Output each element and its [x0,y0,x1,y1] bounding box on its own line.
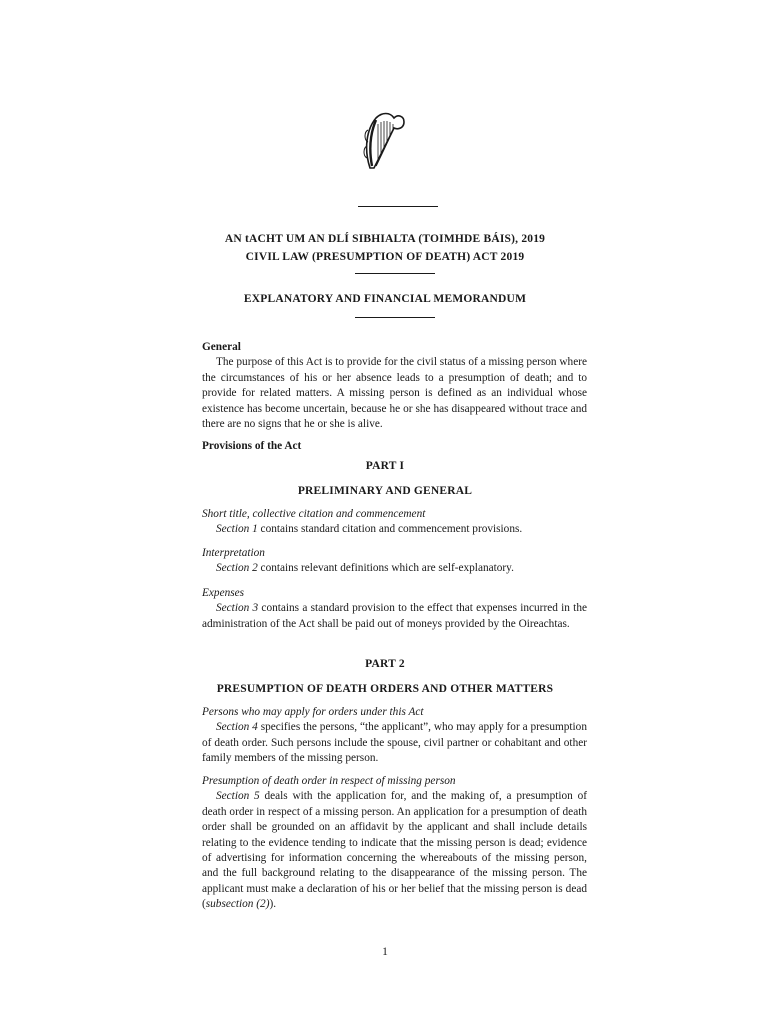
part1-title: PRELIMINARY AND GENERAL [297,485,473,497]
divider [358,206,438,207]
section-4 [202,705,587,767]
section-heading: Persons who may apply for orders under this Act [202,706,424,718]
section-ref: Section 2 [216,562,258,575]
section-ref: Section 4 [216,721,258,734]
section-5 [202,774,587,913]
part1-label: PART I [365,460,405,472]
general-section [202,340,587,432]
divider [355,317,435,318]
memo-title: EXPLANATORY AND FINANCIAL MEMORANDUM [243,293,527,305]
page-number: 1 [382,946,388,958]
section-1 [202,507,587,538]
section-text: Section 3 contains a standard provision to the effect that expenses incurred in the administration of the Act shall be paid out of moneys provided by the Oireachtas. [202,602,587,630]
part2-title: PRESUMPTION OF DEATH ORDERS AND OTHER MATTERS [216,683,554,695]
section-ref: Section 3 [216,602,259,615]
section-heading: Presumption of death order in respect of missing person [202,775,456,787]
divider [355,273,435,274]
english-title: CIVIL LAW (PRESUMPTION OF DEATH) ACT 2019 [245,251,525,263]
section-text: Section 5 deals with the application for, and the making of, a presumption of death order in respect of a missing person. An application for a presumption of death order shall be grounded on an affidavit by the applicant and shall include details relating to the evidence tending to indicate that the missing person is dead; evidence of advertising for information concerning the whereabouts of the missing person, and the full background relating to the disappearance of the missing person. The applicant must make a declaration of his or her belief that the missing person is dead (subsection (2)). [202,790,587,911]
provisions-heading: Provisions of the Act [202,440,302,452]
section-text: Section 1 contains standard citation and commencement provisions. [216,523,523,536]
section-ref: Section 1 [216,523,258,536]
section-text: Section 4 specifies the persons, “the applicant”, who may apply for a presumption of death order. Such persons include the spouse, civil partner or cohabitant and other family members of the missing person. [202,721,587,765]
section-heading: Expenses [202,587,245,599]
section-2 [202,546,587,577]
subsection-ref: subsection (2) [205,898,270,911]
section-heading: Short title, collective citation and commencement [202,508,426,520]
section-3 [202,586,587,632]
section-ref: Section 5 [216,790,260,803]
harp-emblem-icon [360,110,410,174]
section-heading: Interpretation [202,547,265,559]
general-text: The purpose of this Act is to provide for the civil status of a missing person where the circumstances of his or her absence leads to a presumption of death; and to provide for related matters. A missing person is defined as an individual whose existence has become uncertain, because he or she has disappeared without trace and there are no signs that he or she is alive. [202,356,587,431]
section-text: Section 2 contains relevant definitions which are self-explanatory. [216,562,514,575]
general-heading: General [202,341,241,353]
irish-title: AN tACHT UM AN DLÍ SIBHIALTA (TOIMHDE BÁIS), 2019 [224,233,546,245]
part2-label: PART 2 [365,658,405,670]
